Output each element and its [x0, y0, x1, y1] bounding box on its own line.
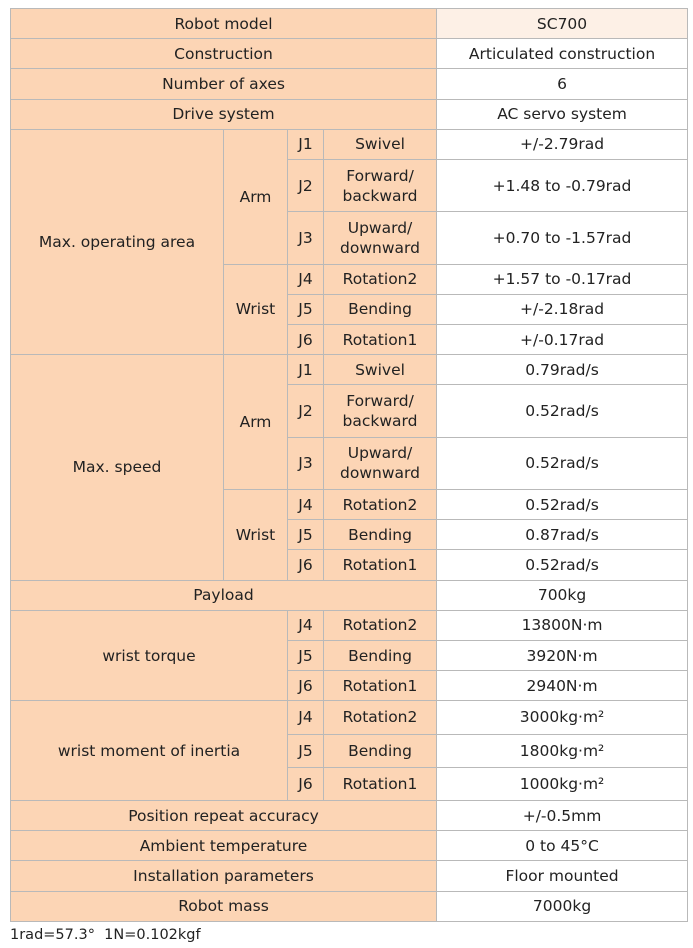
max-speed-wrist-label: Wrist — [224, 490, 288, 581]
spec-row-ambient-temp — [11, 831, 688, 861]
op-area-value: +/-2.18rad — [437, 294, 688, 324]
max-speed-value: 0.87rad/s — [437, 520, 688, 550]
op-area-value: +/-0.17rad — [437, 325, 688, 355]
motion-label-line: downward — [340, 464, 420, 483]
max-speed-value: 0.52rad/s — [437, 550, 688, 580]
drive-label: Drive system — [11, 99, 437, 129]
spec-row-mass — [11, 891, 688, 921]
repeat-accuracy-label: Position repeat accuracy — [11, 800, 437, 830]
motion-label: Rotation2 — [324, 701, 437, 734]
axis-label: J1 — [288, 355, 324, 385]
max-speed-row-j1 — [11, 355, 688, 385]
axis-label: J6 — [288, 550, 324, 580]
max-speed-value: 0.79rad/s — [437, 355, 688, 385]
axis-label: J5 — [288, 734, 324, 767]
motion-label: Rotation1 — [324, 671, 437, 701]
axis-label: J3 — [288, 437, 324, 489]
drive-value: AC servo system — [437, 99, 688, 129]
max-speed-value: 0.52rad/s — [437, 385, 688, 437]
axis-label: J4 — [288, 701, 324, 734]
motion-label-line: Forward/ — [346, 392, 414, 411]
wrist-torque-value: 13800N·m — [437, 610, 688, 640]
op-area-row-j1 — [11, 129, 688, 159]
motion-label: Rotation2 — [324, 490, 437, 520]
axis-label: J4 — [288, 490, 324, 520]
axis-label: J4 — [288, 610, 324, 640]
motion-label-line: downward — [340, 238, 420, 257]
wrist-inertia-row-j4 — [11, 701, 688, 734]
op-area-label: Max. operating area — [11, 129, 224, 354]
motion-label — [324, 159, 437, 211]
mass-label: Robot mass — [11, 891, 437, 921]
motion-label: Rotation1 — [324, 325, 437, 355]
op-area-value: +1.48 to -0.79rad — [437, 159, 688, 211]
wrist-torque-value: 3920N·m — [437, 641, 688, 671]
motion-label: Rotation2 — [324, 264, 437, 294]
axes-value: 6 — [437, 69, 688, 99]
axis-label: J1 — [288, 129, 324, 159]
robot-spec-table — [10, 8, 688, 922]
motion-label: Rotation2 — [324, 610, 437, 640]
motion-label-line: Upward/ — [347, 218, 413, 237]
axis-label: J4 — [288, 264, 324, 294]
motion-label: Rotation1 — [324, 767, 437, 800]
motion-label: Bending — [324, 641, 437, 671]
ambient-temp-label: Ambient temperature — [11, 831, 437, 861]
spec-row-drive — [11, 99, 688, 129]
robot-model-label: Robot model — [11, 9, 437, 39]
op-area-value: +/-2.79rad — [437, 129, 688, 159]
axis-label: J2 — [288, 159, 324, 211]
motion-label-line: Upward/ — [347, 444, 413, 463]
construction-label: Construction — [11, 39, 437, 69]
spec-row-construction — [11, 39, 688, 69]
spec-row-repeat-accuracy — [11, 800, 688, 830]
motion-label: Rotation1 — [324, 550, 437, 580]
motion-label: Swivel — [324, 129, 437, 159]
installation-label: Installation parameters — [11, 861, 437, 891]
motion-label — [324, 212, 437, 264]
wrist-torque-row-j4 — [11, 610, 688, 640]
wrist-inertia-value: 3000kg·m² — [437, 701, 688, 734]
wrist-inertia-value: 1000kg·m² — [437, 767, 688, 800]
motion-label-line: backward — [342, 412, 418, 431]
axis-label: J5 — [288, 294, 324, 324]
motion-label: Bending — [324, 520, 437, 550]
spec-row-robot-model — [11, 9, 688, 39]
axis-label: J5 — [288, 641, 324, 671]
wrist-inertia-value: 1800kg·m² — [437, 734, 688, 767]
op-area-value: +1.57 to -0.17rad — [437, 264, 688, 294]
spec-row-axes — [11, 69, 688, 99]
wrist-inertia-label: wrist moment of inertia — [11, 701, 288, 801]
unit-conversion-footnote: 1rad=57.3° 1N=0.102kgf — [10, 927, 201, 943]
motion-label — [324, 437, 437, 489]
wrist-torque-value: 2940N·m — [437, 671, 688, 701]
ambient-temp-value: 0 to 45°C — [437, 831, 688, 861]
motion-label-line: Forward/ — [346, 166, 414, 185]
motion-label — [324, 385, 437, 437]
payload-value: 700kg — [437, 580, 688, 610]
axis-label: J3 — [288, 212, 324, 264]
axis-label: J6 — [288, 325, 324, 355]
axes-label: Number of axes — [11, 69, 437, 99]
motion-label: Bending — [324, 734, 437, 767]
op-area-wrist-label: Wrist — [224, 264, 288, 355]
spec-row-payload — [11, 580, 688, 610]
payload-label: Payload — [11, 580, 437, 610]
construction-value: Articulated construction — [437, 39, 688, 69]
motion-label: Bending — [324, 294, 437, 324]
robot-model-value: SC700 — [437, 9, 688, 39]
motion-label-line: backward — [342, 186, 418, 205]
max-speed-value: 0.52rad/s — [437, 437, 688, 489]
installation-value: Floor mounted — [437, 861, 688, 891]
mass-value: 7000kg — [437, 891, 688, 921]
max-speed-arm-label: Arm — [224, 355, 288, 490]
axis-label: J2 — [288, 385, 324, 437]
op-area-arm-label: Arm — [224, 129, 288, 264]
op-area-value: +0.70 to -1.57rad — [437, 212, 688, 264]
wrist-torque-label: wrist torque — [11, 610, 288, 701]
spec-row-installation — [11, 861, 688, 891]
axis-label: J6 — [288, 767, 324, 800]
axis-label: J5 — [288, 520, 324, 550]
axis-label: J6 — [288, 671, 324, 701]
repeat-accuracy-value: +/-0.5mm — [437, 800, 688, 830]
motion-label: Swivel — [324, 355, 437, 385]
max-speed-value: 0.52rad/s — [437, 490, 688, 520]
max-speed-label: Max. speed — [11, 355, 224, 580]
